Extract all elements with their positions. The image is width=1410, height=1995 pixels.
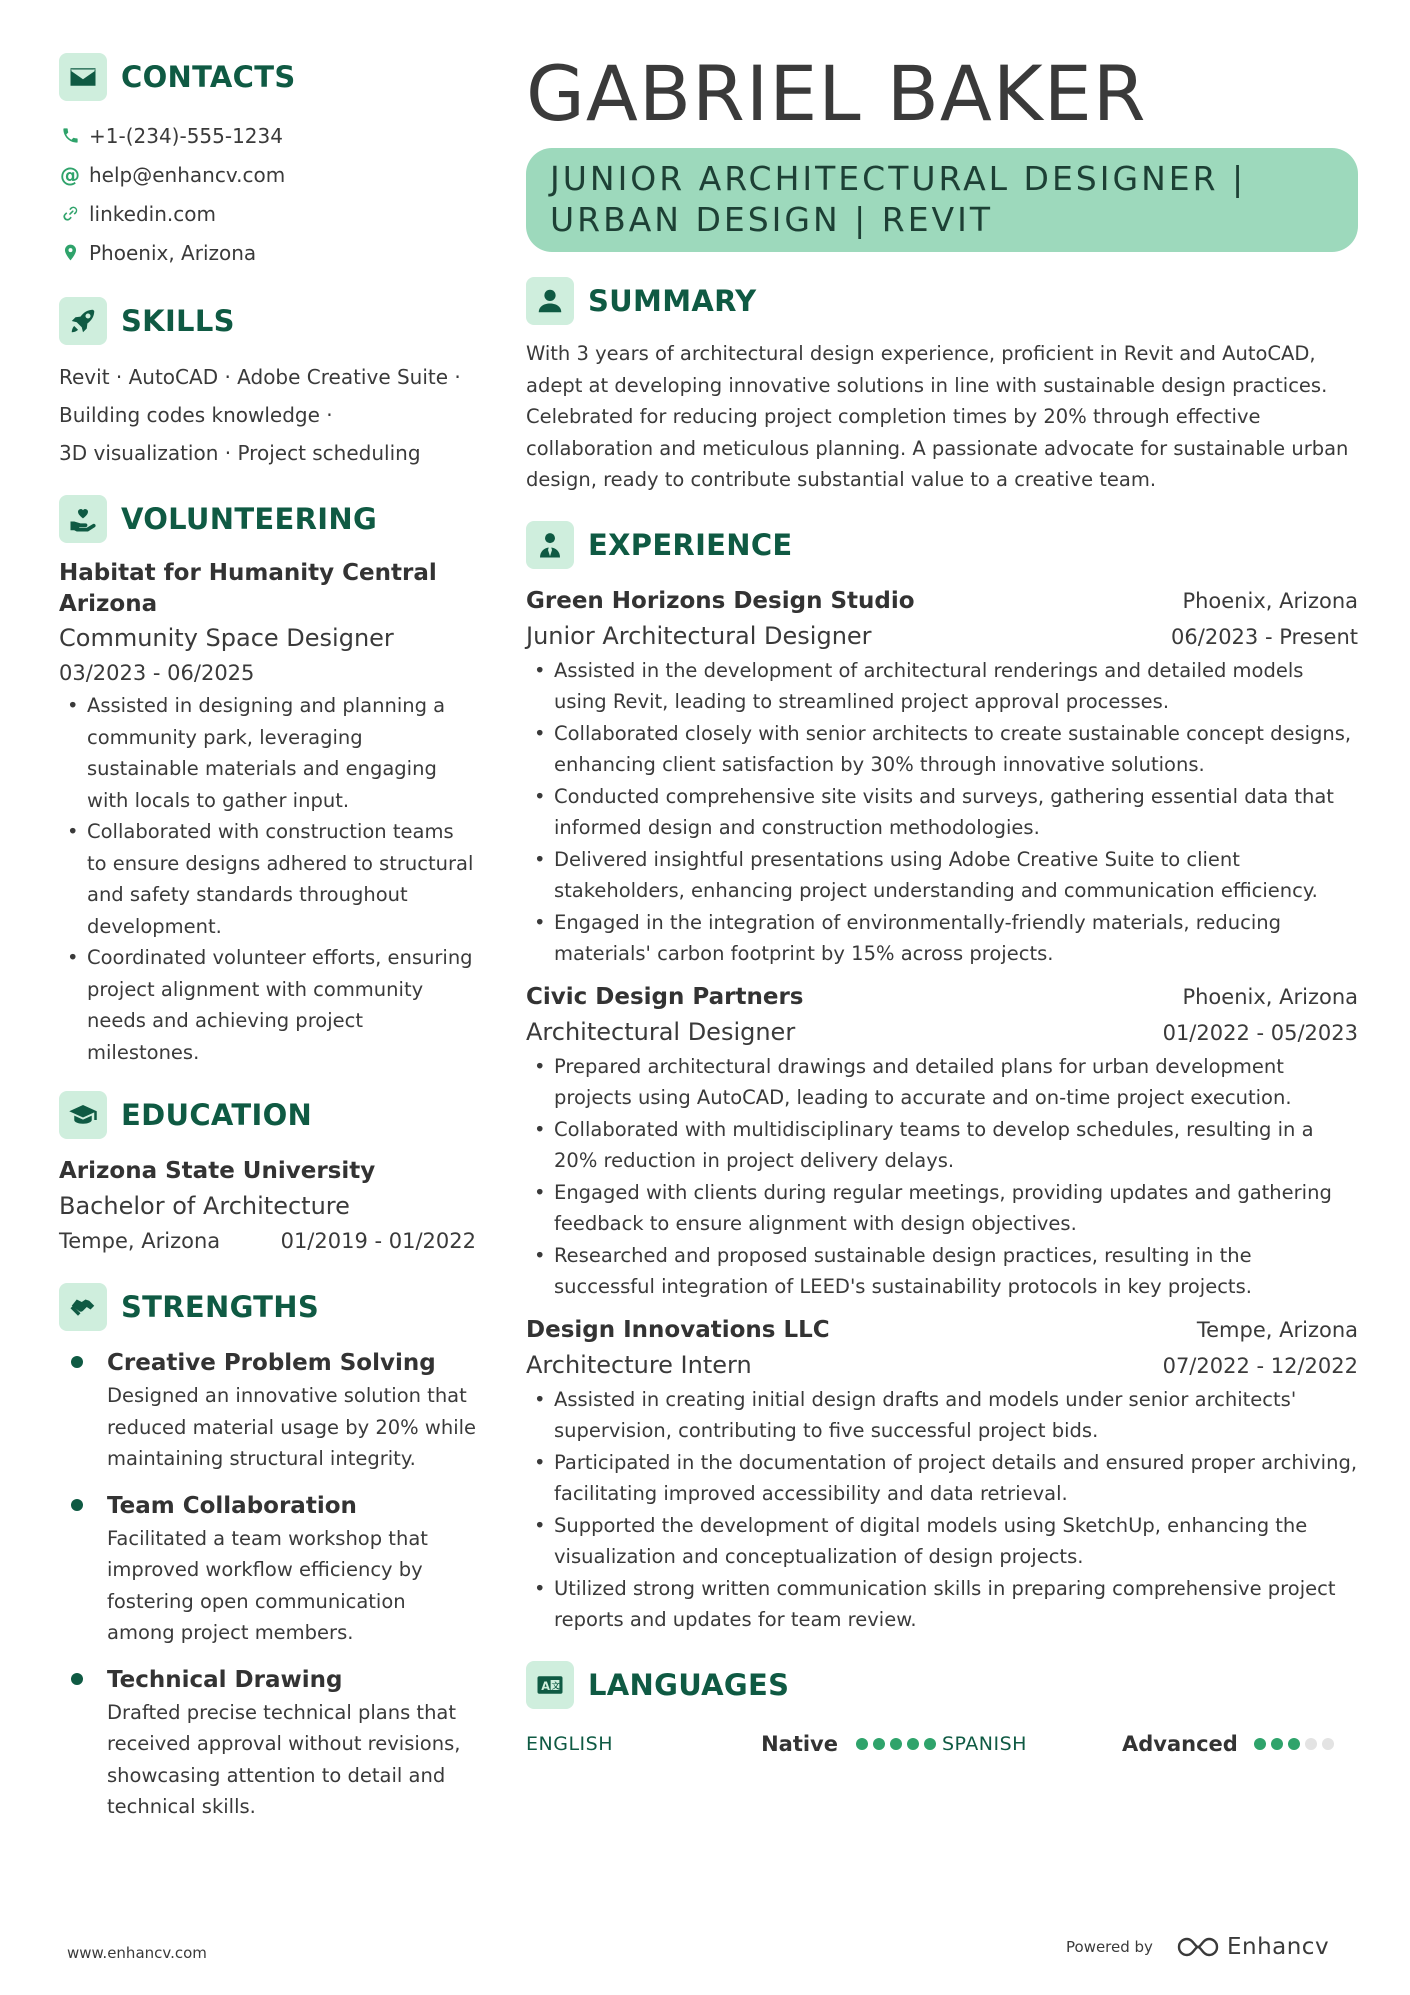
volunteer-org	[59, 558, 479, 620]
contact-email-text: help@enhancv.com	[89, 162, 286, 187]
experience-header	[526, 520, 1358, 570]
bullet-dot	[71, 1673, 83, 1685]
job-role: Architecture Intern	[526, 1350, 752, 1379]
job-dates: 06/2023 - Present	[1171, 624, 1358, 649]
enhancv-brand-text: Enhancv	[1226, 1934, 1330, 1960]
summary-title: SUMMARY	[588, 284, 757, 318]
proficiency-dot	[907, 1738, 919, 1750]
job-header	[526, 980, 1358, 1014]
job-company: Civic Design Partners	[526, 983, 804, 1010]
proficiency-dot	[1288, 1738, 1300, 1750]
summary-header	[526, 276, 1358, 326]
languages-list	[526, 1724, 1358, 1764]
contact-linkedin[interactable]	[59, 194, 479, 233]
contact-linkedin-text: linkedin.com	[89, 201, 216, 226]
job-header	[526, 584, 1358, 618]
job-role: Architectural Designer	[526, 1017, 796, 1046]
proficiency-dot	[890, 1738, 902, 1750]
job-bullets	[526, 1051, 1358, 1303]
job-subheader	[526, 1014, 1358, 1051]
job-role: Junior Architectural Designer	[526, 621, 872, 650]
language-item	[942, 1732, 1358, 1756]
language-item	[526, 1732, 942, 1756]
job-company: Design Innovations LLC	[526, 1316, 830, 1343]
volunteer-dates: 03/2023 - 06/2025	[59, 661, 255, 685]
list-item: • Collaborated closely with senior architects to create sustainable concept designs, enhancing client satisfaction by 30% through innovative solutions.	[526, 718, 1358, 781]
contact-phone[interactable]	[59, 116, 479, 155]
job-title-banner	[526, 148, 1358, 252]
language-name: SPANISH	[942, 1732, 1027, 1755]
education-header	[59, 1090, 479, 1140]
translate-icon	[526, 1661, 574, 1709]
contact-location	[59, 233, 479, 272]
envelope-icon	[59, 53, 107, 101]
powered-by-label: Powered by	[1066, 1938, 1153, 1956]
handshake-icon	[59, 1283, 107, 1331]
job-company: Green Horizons Design Studio	[526, 587, 915, 614]
job-bullets	[526, 655, 1358, 970]
strength-title: Technical Drawing	[107, 1666, 343, 1693]
skills-list	[59, 358, 479, 472]
bullet-dot	[71, 1499, 83, 1511]
candidate-name: GABRIEL BAKER	[526, 49, 1147, 138]
contact-location-text: Phoenix, Arizona	[89, 240, 257, 265]
volunteering-title: VOLUNTEERING	[121, 502, 378, 536]
list-item: • Delivered insightful presentations using Adobe Creative Suite to client stakeholders, enhancing project understanding and communication efficiency.	[526, 844, 1358, 907]
skills-line: Building codes knowledge ·	[59, 403, 333, 427]
contact-email[interactable]	[59, 155, 479, 194]
languages-header	[526, 1660, 1358, 1710]
list-item: • Conducted comprehensive site visits and surveys, gathering essential data that informed design and construction methodologies.	[526, 781, 1358, 844]
rocket-icon	[59, 297, 107, 345]
job-bullets	[526, 1384, 1358, 1636]
proficiency-dot	[856, 1738, 868, 1750]
job-title-line: JUNIOR ARCHITECTURAL DESIGNER |	[550, 159, 1247, 198]
strengths-header	[59, 1282, 479, 1332]
graduation-cap-icon	[59, 1091, 107, 1139]
businessperson-icon	[526, 521, 574, 569]
job-title-line: URBAN DESIGN | REVIT	[550, 200, 994, 239]
skills-header	[59, 296, 479, 346]
proficiency-dot	[873, 1738, 885, 1750]
skills-line: 3D visualization · Project scheduling	[59, 441, 421, 465]
strengths-title: STRENGTHS	[121, 1290, 320, 1324]
strength-desc: Drafted precise technical plans that received approval without revisions, showcasing attention to detail and technical skills.	[107, 1700, 461, 1818]
right-column	[526, 49, 1358, 1764]
summary-text: With 3 years of architectural design experience, proficient in Revit and AutoCAD, adept at developing innovative solutions in line with sustainable design practices. Celebrated for reducing project completion times by 20% through effective collaboration and meticulous planning. A passionate advocate for sustainable urban design, ready to contribute substantial value to a creative team.	[526, 342, 1349, 491]
list-item: • Assisted in designing and planning a community park, leveraging sustainable materials and engaging with locals to gather input.	[59, 690, 479, 816]
volunteer-org-line: Habitat for Humanity Central	[59, 560, 437, 586]
volunteer-bullets	[59, 690, 479, 1068]
footer-website[interactable]: www.enhancv.com	[67, 1944, 207, 1962]
list-item: • Utilized strong written communication skills in preparing comprehensive project reports and updates for team review.	[526, 1573, 1358, 1636]
education-meta	[59, 1224, 476, 1258]
list-item: • Assisted in creating initial design drafts and models under senior architects' supervision, contributing to five successful project bids.	[526, 1384, 1358, 1447]
list-item: • Participated in the documentation of project details and ensured proper archiving, facilitating improved accessibility and data retrieval.	[526, 1447, 1358, 1510]
list-item: • Researched and proposed sustainable design practices, resulting in the successful integration of LEED's sustainability protocols in key projects.	[526, 1240, 1358, 1303]
bullet-dot	[71, 1356, 83, 1368]
job-dates: 01/2022 - 05/2023	[1162, 1020, 1358, 1045]
proficiency-dot	[1254, 1738, 1266, 1750]
experience-title: EXPERIENCE	[588, 527, 793, 562]
strength-desc: Designed an innovative solution that reduced material usage by 20% while maintaining structural integrity.	[107, 1384, 477, 1470]
footer-branding	[1066, 1934, 1329, 1960]
list-item: • Collaborated with multidisciplinary teams to develop schedules, resulting in a 20% reduction in project delivery delays.	[526, 1114, 1358, 1177]
hand-heart-icon	[59, 495, 107, 543]
education-dates: 01/2019 - 01/2022	[280, 1229, 476, 1253]
job-entry	[526, 1313, 1358, 1636]
language-proficiency-dots	[1254, 1738, 1339, 1750]
strength-title: Team Collaboration	[107, 1492, 357, 1519]
language-name: ENGLISH	[526, 1732, 613, 1755]
enhancv-logo-icon	[1175, 1934, 1221, 1960]
job-location: Phoenix, Arizona	[1182, 984, 1358, 1009]
phone-icon	[59, 125, 81, 147]
map-pin-icon	[59, 242, 81, 264]
education-school: Arizona State University	[59, 1158, 376, 1184]
job-entry	[526, 980, 1358, 1303]
education-location: Tempe, Arizona	[59, 1229, 221, 1253]
proficiency-dot	[924, 1738, 936, 1750]
list-item: • Collaborated with construction teams to ensure designs adhered to structural and safety standards throughout development.	[59, 816, 479, 942]
svg-text:A: A	[541, 1679, 550, 1693]
at-icon: @	[60, 162, 80, 187]
proficiency-dot	[1271, 1738, 1283, 1750]
language-level: Advanced	[1122, 1731, 1238, 1756]
list-item: • Engaged in the integration of environmentally-friendly materials, reducing materials' carbon footprint by 15% across projects.	[526, 907, 1358, 970]
language-proficiency-dots	[856, 1738, 941, 1750]
strength-title: Creative Problem Solving	[107, 1350, 436, 1376]
strength-desc: Facilitated a team workshop that improved workflow efficiency by fostering open communication among project members.	[107, 1526, 428, 1644]
svg-text:文: 文	[551, 1680, 560, 1690]
strength-item	[59, 1489, 479, 1649]
volunteering-header	[59, 494, 479, 544]
strength-item	[59, 1346, 479, 1475]
contact-phone-text: +1-(234)-555-1234	[89, 123, 283, 148]
list-item: • Engaged with clients during regular meetings, providing updates and gathering feedback to ensure alignment with design objectives.	[526, 1177, 1358, 1240]
job-location: Phoenix, Arizona	[1182, 588, 1358, 613]
languages-title: LANGUAGES	[588, 1667, 790, 1702]
proficiency-dot	[1322, 1738, 1334, 1750]
skills-title: SKILLS	[121, 304, 235, 338]
language-level: Native	[761, 1731, 838, 1756]
person-icon	[526, 277, 574, 325]
list-item: • Coordinated volunteer efforts, ensuring project alignment with community needs and achieving project milestones.	[59, 942, 479, 1068]
job-dates: 07/2022 - 12/2022	[1162, 1353, 1358, 1378]
list-item: • Supported the development of digital models using SketchUp, enhancing the visualization and conceptualization of design projects.	[526, 1510, 1358, 1573]
list-item: • Assisted in the development of architectural renderings and detailed models using Revit, leading to streamlined project approval processes.	[526, 655, 1358, 718]
job-subheader	[526, 618, 1358, 655]
education-degree: Bachelor of Architecture	[59, 1192, 350, 1220]
volunteer-org-line: Arizona	[59, 591, 158, 617]
link-icon	[59, 203, 81, 225]
contacts-header	[59, 52, 479, 102]
job-entry	[526, 584, 1358, 970]
education-title: EDUCATION	[121, 1098, 313, 1132]
enhancv-logo[interactable]	[1175, 1934, 1329, 1960]
contacts-title: CONTACTS	[121, 60, 296, 94]
volunteer-role: Community Space Designer	[59, 624, 394, 652]
strength-item	[59, 1663, 479, 1823]
job-location: Tempe, Arizona	[1196, 1317, 1358, 1342]
job-header	[526, 1313, 1358, 1347]
skills-line: Revit · AutoCAD · Adobe Creative Suite ·	[59, 365, 461, 389]
job-subheader	[526, 1347, 1358, 1384]
proficiency-dot	[1305, 1738, 1317, 1750]
list-item: • Prepared architectural drawings and detailed plans for urban development projects using AutoCAD, leading to accurate and on-time project execution.	[526, 1051, 1358, 1114]
left-column	[59, 52, 479, 1837]
